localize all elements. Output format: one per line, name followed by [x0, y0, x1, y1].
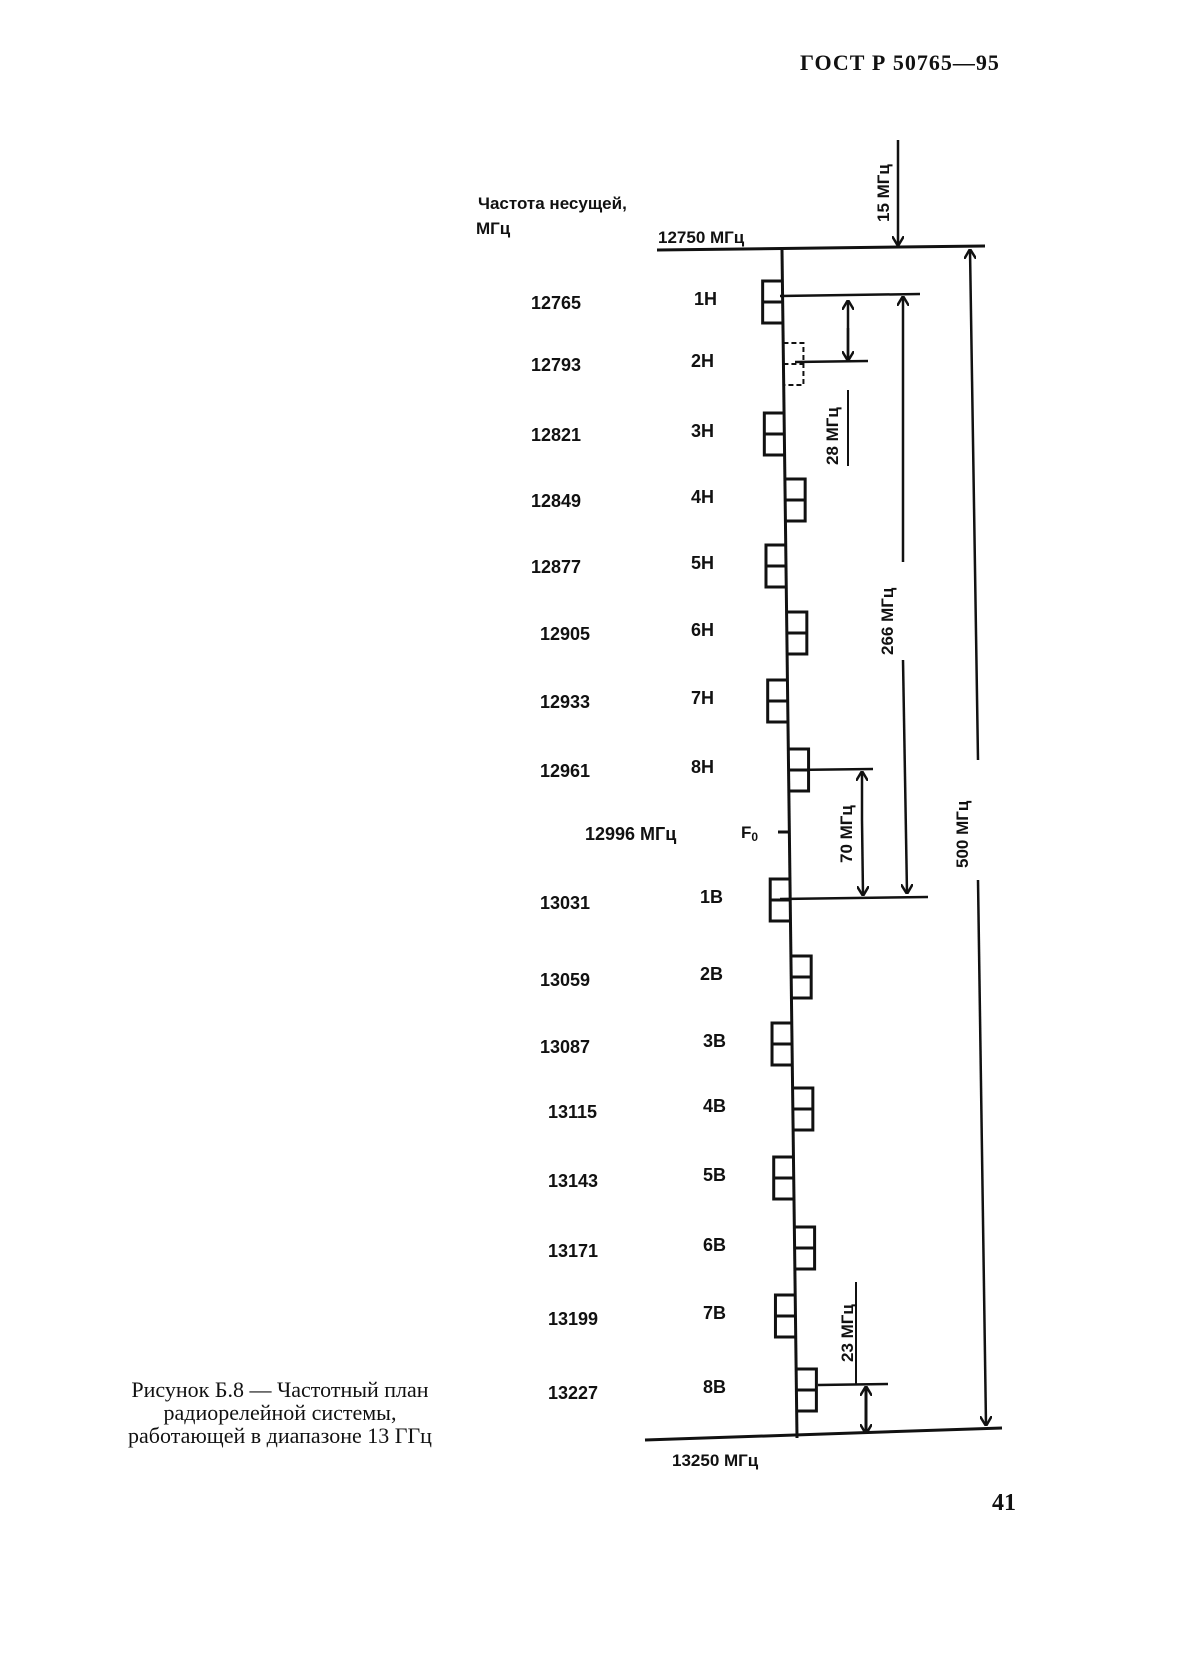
channel-marker: [764, 413, 784, 455]
channel-name: 2Н: [691, 351, 715, 371]
band-width-arrow-up: [970, 250, 978, 760]
channel-frequency: 13031: [540, 893, 591, 913]
channel-name: 1Н: [694, 289, 718, 309]
channel-frequency: 12961: [540, 761, 591, 781]
channel-name: 4В: [703, 1096, 727, 1116]
frequency-axis-line: [782, 250, 797, 1438]
channel-frequency: 13199: [548, 1309, 599, 1329]
channel-name: 6В: [703, 1235, 727, 1255]
channel-name: 4Н: [691, 487, 715, 507]
channel-frequency: 12793: [531, 355, 582, 375]
last-channel-extension-line: [818, 1384, 888, 1385]
channel-marker: [766, 545, 786, 587]
channel-frequency: 13143: [548, 1171, 599, 1191]
column-header-line1: Частота несущей,: [478, 194, 627, 213]
channel-name: 7Н: [691, 688, 715, 708]
channel-spacing-label: 28 МГц: [823, 407, 842, 465]
caption-line-3: работающей в диапазоне 13 ГГц: [128, 1423, 432, 1448]
channel-marker: [783, 343, 803, 385]
channel-marker: [787, 612, 807, 654]
channel-name: 6Н: [691, 620, 715, 640]
channel-frequency: 12821: [531, 425, 582, 445]
channel-frequency: 12849: [531, 491, 582, 511]
channel-name: 1В: [700, 887, 724, 907]
channel-frequency: 13115: [548, 1102, 598, 1122]
channel-marker: [763, 281, 783, 323]
first-channel-extension-line: [780, 294, 920, 296]
guard-bottom-label: 23 МГц: [838, 1304, 857, 1362]
channel-frequency: 12765: [531, 293, 582, 313]
channel-marker: [796, 1369, 816, 1411]
first-upper-channel-extension-line: [780, 897, 928, 899]
channel-marker: [768, 680, 788, 722]
duplex-spacing-arrow-down: [903, 660, 907, 893]
duplex-spacing-label: 266 МГц: [878, 587, 897, 655]
channel-frequency: 12877: [531, 557, 582, 577]
channel-frequency: 12905: [540, 624, 591, 644]
center-frequency-symbol: F0: [741, 823, 759, 844]
band-bottom-edge-line: [645, 1428, 1002, 1440]
caption-line-1: Рисунок Б.8 — Частотный план: [131, 1377, 429, 1402]
channel-marker: [793, 1088, 813, 1130]
center-gap-arrow-down: [862, 820, 863, 895]
channel-name: 7В: [703, 1303, 727, 1323]
channel-frequency: 13171: [548, 1241, 599, 1261]
last-lower-channel-extension-line: [790, 769, 873, 770]
figure-caption: [80, 1378, 480, 1447]
second-channel-extension-line: [795, 361, 868, 362]
channel-name: 8В: [703, 1377, 727, 1397]
column-header-line2: МГц: [476, 219, 511, 238]
standard-number: ГОСТ Р 50765—95: [800, 50, 1000, 75]
channel-marker: [795, 1227, 815, 1269]
channel-marker: [791, 956, 811, 998]
channel-name: 5В: [703, 1165, 727, 1185]
center-frequency-value: 12996 МГц: [585, 824, 677, 844]
channel-marker: [775, 1295, 795, 1337]
channel-frequency: 13059: [540, 970, 591, 990]
guard-top-label: 15 МГц: [874, 164, 893, 222]
top-edge-label: 12750 МГц: [658, 228, 745, 247]
channel-rows: [531, 281, 816, 1411]
caption-line-2: радиорелейной системы,: [163, 1400, 397, 1425]
channel-name: 3В: [703, 1031, 727, 1051]
band-width-label: 500 МГц: [953, 800, 972, 868]
channel-marker: [772, 1023, 792, 1065]
channel-name: 8Н: [691, 757, 715, 777]
band-width-arrow-down: [978, 880, 986, 1425]
channel-name: 5Н: [691, 553, 715, 573]
channel-marker: [774, 1157, 794, 1199]
channel-marker: [785, 479, 805, 521]
bottom-edge-label: 13250 МГц: [672, 1451, 759, 1470]
channel-frequency: 13087: [540, 1037, 591, 1057]
center-gap-label: 70 МГц: [837, 805, 856, 863]
page-number: 41: [992, 1490, 1016, 1516]
channel-frequency: 13227: [548, 1383, 599, 1403]
channel-frequency: 12933: [540, 692, 591, 712]
channel-name: 2В: [700, 964, 724, 984]
channel-name: 3Н: [691, 421, 715, 441]
